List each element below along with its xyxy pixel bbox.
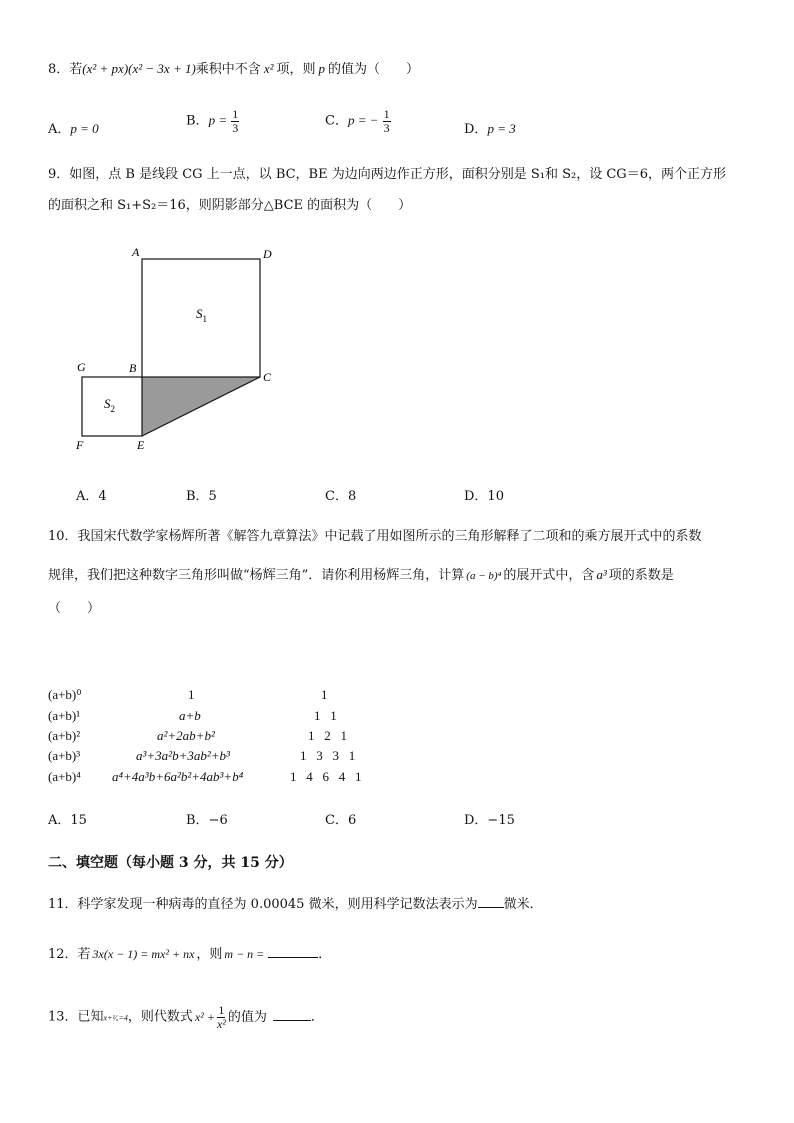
label-f: F [76,438,84,452]
question-12: 12．若 3x(x − 1) = mx² + nx ，则 m − n = ． [48,947,332,962]
question-13: 13．已知x+¹⁄ₓ=4，则代数式 x² + $\frac{1}{\text{x²}}$ 的值为 ． [48,1003,324,1031]
q13-answer-blank[interactable] [273,1020,311,1021]
question-11: 11．科学家发现一种病毒的直径为 0.00045 微米，则用科学记数法表示为 微米． [48,897,543,912]
tri-row-3-expansion: a³+3a²b+3ab²+b³ [136,748,230,763]
tri-row-4-expansion: a⁴+4a³b+6a²b²+4ab³+b⁴ [112,769,244,784]
tri-row-4-coeffs: 1 4 6 4 1 [290,769,362,784]
tri-row-0-power: (a+b)⁰ [48,687,82,702]
q12-answer-blank[interactable] [268,957,318,958]
q12-equation: 3x(x − 1) = mx² + nx [92,947,195,961]
q10-line3: （ ） [48,601,101,616]
q12-expression: m − n = [224,947,265,961]
tri-row-3-power: (a+b)³ [48,748,81,763]
q8-text-end: 的值为（ ） [328,62,420,77]
tri-row-1-expansion: a+b [179,708,201,723]
q8-term: x² [263,61,274,76]
q8-expression: (x² + px)(x² − 3x + 1) [82,61,196,76]
tri-row-4-power: (a+b)⁴ [48,769,81,784]
label-c: C [263,370,272,384]
tri-row-0-coeffs: 1 [321,687,328,702]
q8-option-b[interactable]: B．p = $\frac{1}{3}$ [186,107,239,135]
q9-option-a[interactable]: A．4 [76,489,107,504]
q8-number: 8．若 [48,62,83,77]
q10-line2: 规律，我们把这种数字三角形叫做“杨辉三角”．请你利用杨辉三角，计算 (a − b)⁴ 的展开式中，含 a³ 项的系数是 [48,567,674,583]
label-g: G [77,360,86,374]
q9-option-b[interactable]: B．5 [186,489,217,504]
label-s2: $S_2$ [104,396,115,414]
tri-row-3-coeffs: 1 3 3 1 [300,748,356,763]
q8-b-fraction: $\frac{1}{3}$ [232,107,239,135]
q9-line2: 的面积之和 S₁+S₂＝16，则阴影部分△BCE 的面积为（ ） [48,198,412,213]
label-e: E [137,438,145,452]
tri-row-2-expansion: a²+2ab+b² [157,728,215,743]
q8-option-c[interactable]: C．p = − $\frac{1}{3}$ [325,107,390,135]
label-d: D [263,247,272,261]
section-2-heading: 二、填空题（每小题 3 分，共 15 分） [48,855,293,871]
tri-row-0-expansion: 1 [188,687,195,702]
tri-row-1-coeffs: 1 1 [314,708,337,723]
q8-option-a[interactable]: A．p = 0 [48,121,99,137]
q10-option-d[interactable]: D．−15 [464,813,515,828]
q13-fraction: $\frac{1}{\text{x²}}$ [216,1003,226,1031]
q10-option-b[interactable]: B．−6 [186,813,228,828]
q11-answer-blank[interactable] [478,907,504,908]
tri-row-1-power: (a+b)¹ [48,708,81,723]
tri-row-2-power: (a+b)² [48,728,81,743]
q9-option-c[interactable]: C．8 [325,489,357,504]
q10-expression: (a − b)⁴ [466,570,502,582]
q10-term: a³ [596,567,607,582]
tri-row-2-coeffs: 1 2 1 [308,728,347,743]
q8-text: 乘积中不含 [195,62,261,77]
q10-line1: 10．我国宋代数学家杨辉所著《解答九章算法》中记载了用如图所示的三角形解释了二项和的乘方展开式中的系数 [48,529,702,544]
label-a: A [132,245,140,259]
q8-text2: 项，则 [276,62,316,77]
q9-figure [60,238,290,458]
q8-option-d[interactable]: D．p = 3 [464,121,516,137]
q9-option-d[interactable]: D．10 [464,489,504,504]
question-8 [48,62,419,76]
q10-option-a[interactable]: A．15 [48,813,87,828]
label-s1: $S_1$ [196,306,207,324]
q10-option-c[interactable]: C．6 [325,813,357,828]
q13-given: x+¹⁄ₓ=4 [103,1013,128,1023]
q8-c-fraction: $\frac{1}{3}$ [383,107,390,135]
q9-line1: 9．如图，点 B 是线段 CG 上一点，以 BC，BE 为边向两边作正方形，面积分别是 S₁和 S₂，设 CG＝6，两个正方形 [48,167,726,182]
q8-var: p [318,61,325,76]
label-b: B [129,361,137,375]
